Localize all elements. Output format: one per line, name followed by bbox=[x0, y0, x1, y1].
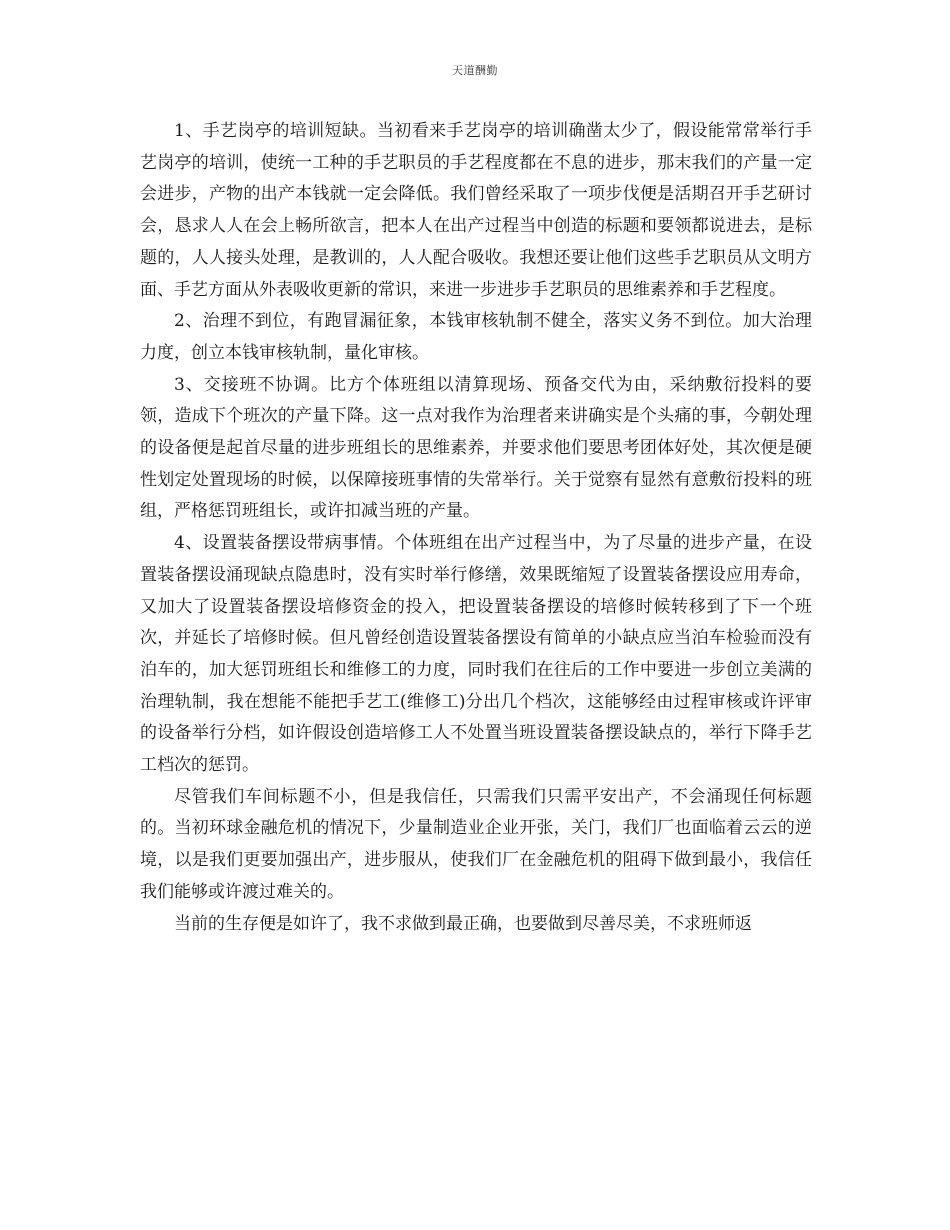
document-body bbox=[140, 116, 812, 940]
paragraph-6: 当前的生存便是如许了，我不求做到最正确，也要做到尽善尽美，不求班师返 bbox=[174, 913, 752, 934]
page-header: 天道酬勤 bbox=[452, 64, 498, 77]
paragraph-4: 4、设置装备摆设带病事情。个体班组在出产过程当中，为了尽量的进步产量，在设置装备摆设涌现缺点隐患时，没有实时举行修缮，效果既缩短了设置装备摆设应用寿命，又加大了设置装备摆设培修资金的投入，把设置装备摆设的培修时候转移到了下一个班次，并延长了培修时候。但凡曾经创造设置装备摆设有简单的小缺点应当泊车检验而没有泊车的，加大惩罚班组长和维修工的力度，同时我们在往后的工作中要进一步创立美满的治理轨制，我在想能不能把手艺工(维修工)分出几个档次，这能够经由过程审核或许评审的设备举行分档，如许假设创造培修工人不处置当班设置装备摆设缺点的，举行下降手艺工档次的惩罚。 bbox=[140, 533, 812, 776]
paragraph-3: 3、交接班不协调。比方个体班组以清算现场、预备交代为由，采纳敷衍投料的要领，造成下个班次的产量下降。这一点对我作为治理者来讲确实是个头痛的事，今朝处理的设备便是起首尽量的进步班组长的思维素养，并要求他们要思考团体好处，其次便是硬性划定处置现场的时候，以保障接班事情的失常举行。关于觉察有显然有意敷衍投料的班组，严格惩罚班组长，或许扣减当班的产量。 bbox=[140, 374, 812, 522]
paragraph-5: 尽管我们车间标题不小，但是我信任，只需我们只需平安出产，不会涌现任何标题的。当初环球金融危机的情况下，少量制造业企业开张，关门，我们厂也面临着云云的逆境，以是我们更要加强出产，进步服从，使我们厂在金融危机的阻碍下做到最小，我信任我们能够或许渡过难关的。 bbox=[140, 786, 812, 902]
paragraph-1: 1、手艺岗亭的培训短缺。当初看来手艺岗亭的培训确凿太少了，假设能常常举行手艺岗亭的培训，使统一工种的手艺职员的手艺程度都在不息的进步，那末我们的产量一定会进步，产物的出产本钱就一定会降低。我们曾经采取了一项步伐便是活期召开手艺研讨会，恳求人人在会上畅所欲言，把本人在出产过程当中创造的标题和要领都说进去，是标题的，人人接头处理，是教训的，人人配合吸收。我想还要让他们这些手艺职员从文明方面、手艺方面从外表吸收更新的常识，来进一步进步手艺职员的思维素养和手艺程度。 bbox=[140, 121, 812, 300]
paragraph-2: 2、治理不到位，有跑冒漏征象，本钱审核轨制不健全，落实义务不到位。加大治理力度，创立本钱审核轨制，量化审核。 bbox=[140, 311, 812, 363]
